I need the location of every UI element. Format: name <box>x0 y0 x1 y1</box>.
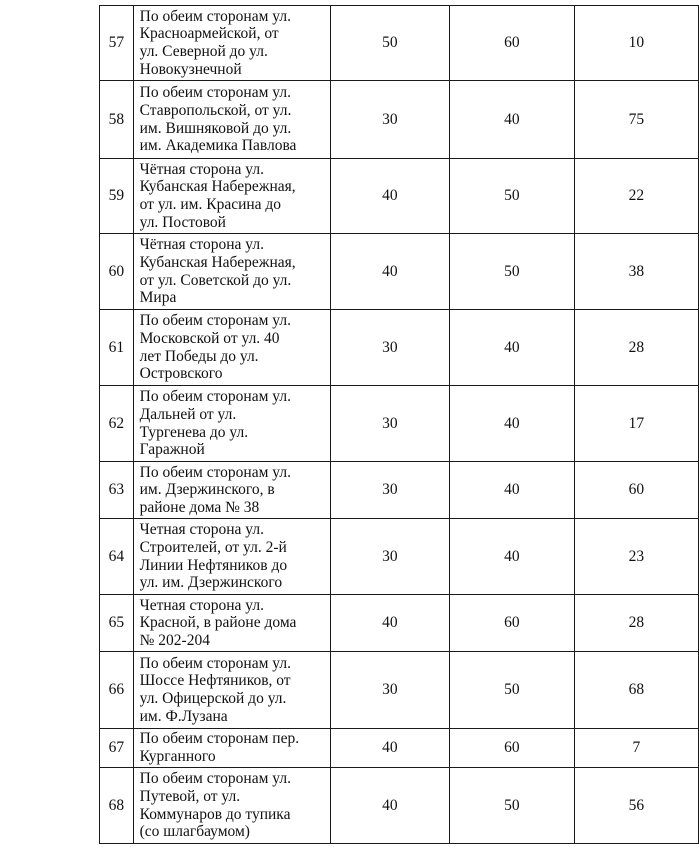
description-line: По обеим сторонам ул. <box>139 312 291 330</box>
description-line: им. Ф.Лузана <box>139 707 228 725</box>
row-number: 68 <box>100 768 134 844</box>
description-line: По обеим сторонам ул. <box>139 84 291 102</box>
table-row <box>100 462 699 519</box>
value-col-1: 30 <box>330 652 449 729</box>
description-line: Московской от ул. 40 <box>139 329 280 347</box>
value-col-1: 30 <box>330 462 449 519</box>
value-col-2: 50 <box>449 159 574 234</box>
row-number: 63 <box>100 462 134 519</box>
value-col-1: 40 <box>330 768 449 844</box>
value-col-3: 10 <box>574 6 698 81</box>
data-table <box>99 5 699 844</box>
row-number: 67 <box>100 729 134 768</box>
street-description <box>133 159 330 234</box>
description-line: По обеим сторонам ул. <box>139 7 291 25</box>
description-line: (со шлагбаумом) <box>139 823 250 841</box>
value-col-3: 22 <box>574 159 698 234</box>
value-col-1: 50 <box>330 6 449 81</box>
value-col-3: 23 <box>574 519 698 595</box>
description-line: лет Победы до ул. <box>139 347 259 365</box>
description-line: Четная сторона ул. <box>139 596 264 614</box>
value-col-1: 40 <box>330 234 449 310</box>
table-row <box>100 6 699 81</box>
table-body <box>100 6 699 844</box>
description-line: районе дома № 38 <box>139 498 260 516</box>
value-col-3: 75 <box>574 81 698 159</box>
street-description <box>133 595 330 652</box>
value-col-1: 40 <box>330 595 449 652</box>
description-line: ул. Постовой <box>139 213 226 231</box>
description-line: Путевой, от ул. <box>139 787 241 805</box>
value-col-3: 60 <box>574 462 698 519</box>
value-col-3: 68 <box>574 652 698 729</box>
value-col-3: 38 <box>574 234 698 310</box>
table-row <box>100 595 699 652</box>
description-line: По обеим сторонам ул. <box>139 770 291 788</box>
description-line: им. Дзержинского, в <box>139 481 275 499</box>
description-line: Мира <box>139 289 177 307</box>
value-col-1: 40 <box>330 159 449 234</box>
value-col-1: 30 <box>330 386 449 462</box>
description-line: ул. Офицерской до ул. <box>139 690 287 707</box>
value-col-1: 40 <box>330 729 449 768</box>
street-description <box>133 310 330 386</box>
description-line: Дальней от ул. <box>139 405 237 423</box>
value-col-1: 30 <box>330 310 449 386</box>
street-description <box>133 729 330 768</box>
value-col-2: 40 <box>449 519 574 595</box>
row-number: 62 <box>100 386 134 462</box>
description-line: ул. им. Дзержинского <box>139 574 283 592</box>
street-description <box>133 768 330 844</box>
description-line: ул. Северной до ул. <box>139 43 268 60</box>
description-line: Строителей, от ул. 2-й <box>139 538 287 556</box>
description-line: Тургенева до ул. <box>139 423 249 441</box>
description-line: По обеим сторонам пер. <box>139 730 300 748</box>
row-number: 59 <box>100 159 134 234</box>
description-line: Коммунаров до тупика <box>139 805 291 823</box>
table-row <box>100 519 699 595</box>
description-line: По обеим сторонам ул. <box>139 388 291 406</box>
row-number: 66 <box>100 652 134 729</box>
value-col-3: 28 <box>574 595 698 652</box>
table-row <box>100 159 699 234</box>
row-number: 64 <box>100 519 134 595</box>
description-line: Красноармейской, от <box>139 25 279 43</box>
value-col-3: 17 <box>574 386 698 462</box>
description-line: Новокузнечной <box>139 60 242 78</box>
description-line: Четная сторона ул. <box>139 521 264 539</box>
street-description <box>133 462 330 519</box>
value-col-2: 40 <box>449 462 574 519</box>
description-line: № 202-204 <box>139 631 210 649</box>
description-line: Гаражной <box>139 441 205 459</box>
row-number: 61 <box>100 310 134 386</box>
description-line: Чётная сторона ул. <box>139 160 264 178</box>
value-col-2: 60 <box>449 6 574 81</box>
table-row <box>100 768 699 844</box>
description-line: Ставропольской, от ул. <box>139 101 292 119</box>
table-row <box>100 310 699 386</box>
table-row <box>100 652 699 729</box>
street-description <box>133 6 330 81</box>
row-number: 60 <box>100 234 134 310</box>
description-line: Шоссе Нефтяников, от <box>139 672 291 690</box>
value-col-2: 50 <box>449 652 574 729</box>
street-description <box>133 386 330 462</box>
row-number: 58 <box>100 81 134 159</box>
value-col-1: 30 <box>330 519 449 595</box>
value-col-3: 56 <box>574 768 698 844</box>
table-row <box>100 386 699 462</box>
description-line: Курганного <box>139 748 216 765</box>
table-row <box>100 729 699 768</box>
value-col-2: 50 <box>449 234 574 310</box>
table-row <box>100 81 699 159</box>
row-number: 57 <box>100 6 134 81</box>
value-col-1: 30 <box>330 81 449 159</box>
value-col-2: 40 <box>449 386 574 462</box>
value-col-3: 28 <box>574 310 698 386</box>
value-col-2: 50 <box>449 768 574 844</box>
street-description <box>133 234 330 310</box>
description-line: Чётная сторона ул. <box>139 236 264 254</box>
table-row <box>100 234 699 310</box>
description-line: По обеим сторонам ул. <box>139 463 291 481</box>
value-col-2: 60 <box>449 729 574 768</box>
description-line: им. Академика Павлова <box>139 137 297 155</box>
description-line: от ул. Советской до ул. <box>139 271 292 289</box>
value-col-2: 40 <box>449 310 574 386</box>
description-line: Линии Нефтяников до <box>139 556 288 574</box>
description-line: Кубанская Набережная, <box>139 253 296 271</box>
street-description <box>133 81 330 159</box>
value-col-2: 40 <box>449 81 574 159</box>
description-line: Островского <box>139 365 223 383</box>
document-page <box>99 5 699 844</box>
value-col-3: 7 <box>574 729 698 768</box>
value-col-2: 60 <box>449 595 574 652</box>
description-line: Красной, в районе дома <box>139 614 297 632</box>
row-number: 65 <box>100 595 134 652</box>
description-line: от ул. им. Красина до <box>139 196 282 213</box>
street-description <box>133 519 330 595</box>
description-line: им. Вишняковой до ул. <box>139 119 292 137</box>
description-line: По обеим сторонам ул. <box>139 654 291 672</box>
street-description <box>133 652 330 729</box>
description-line: Кубанская Набережная, <box>139 178 296 196</box>
